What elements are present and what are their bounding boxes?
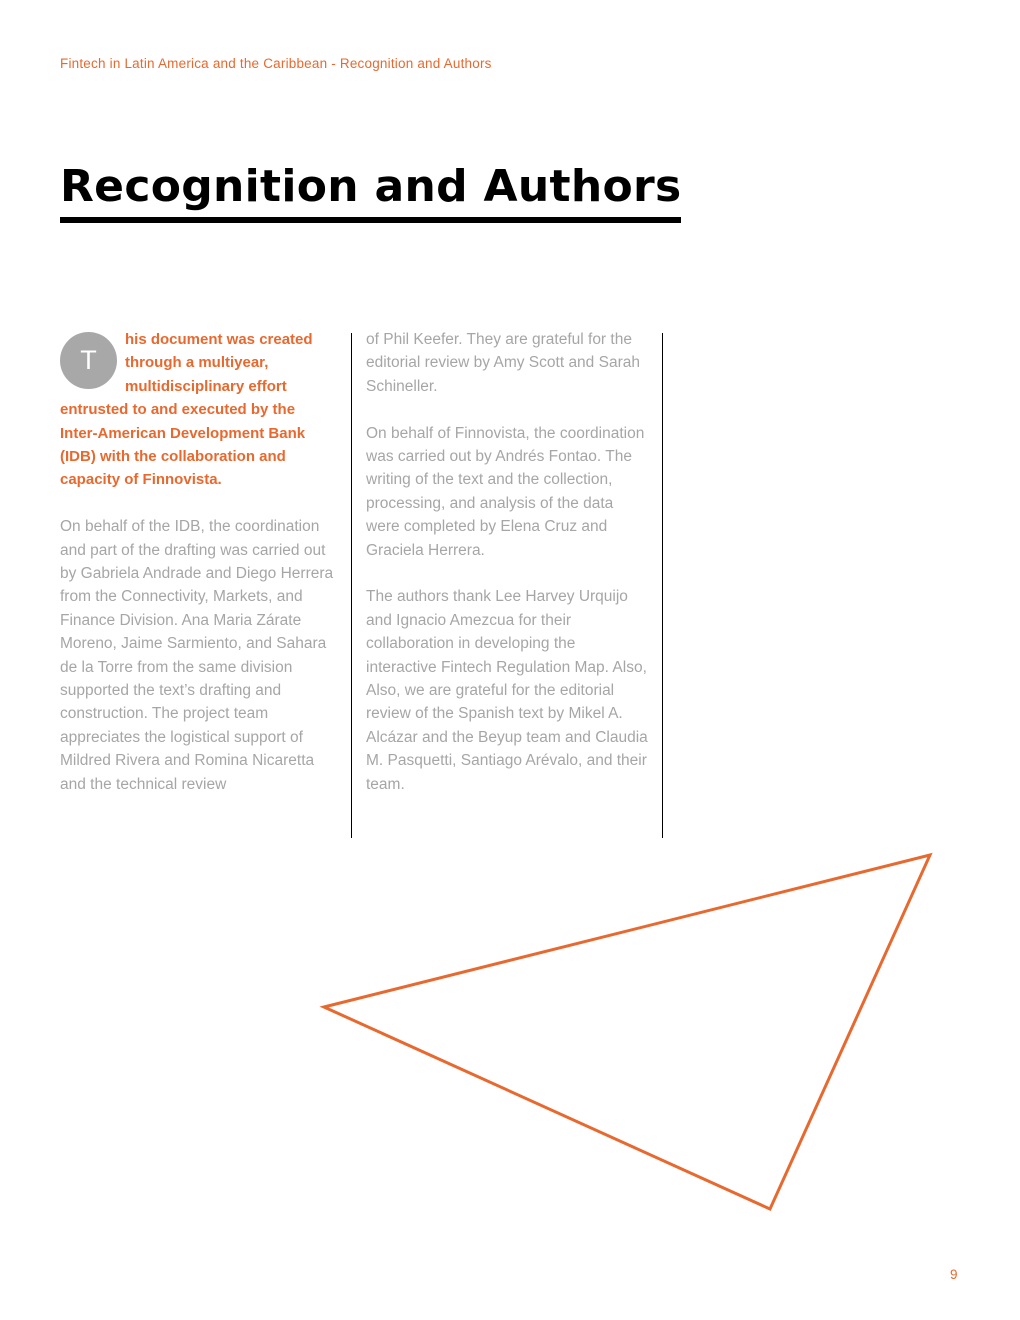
dropcap-circle: T: [60, 332, 117, 389]
page-title: Recognition and Authors: [60, 161, 682, 212]
body-paragraph: On behalf of Finnovista, the coordination was carried out by Andrés Fontao. The writing of the text and the collection, processing, and analysis of the data were completed by Elena Cruz and Graciela Herrera.: [366, 424, 645, 559]
lead-paragraph: his document was created through a multiyear, multidisciplinary effort entrusted to and executed by the Inter-American Development Bank (IDB) with the collaboration and capacity of Finnovista.: [60, 331, 313, 489]
body-paragraph: The authors thank Lee Harvey Urquijo and Ignacio Amezcua for their collaboration in developing the interactive Fintech Regulation Map. Also, Also, we are grateful for the editorial review of the Spanish text by Mikel A. Alcázar and the Beyup team and Claudia M. Pasquetti, Santiago Arévalo, and their team.: [366, 588, 648, 793]
text-column-left: [60, 328, 336, 796]
title-underline: [60, 217, 681, 223]
running-header: Fintech in Latin America and the Caribbean - Recognition and Authors: [60, 56, 492, 71]
column-divider: [351, 333, 352, 838]
page-number: 9: [950, 1267, 958, 1282]
body-paragraph: On behalf of the IDB, the coordination and part of the drafting was carried out by Gabriela Andrade and Diego Herrera from the Connectivity, Markets, and Finance Division. Ana Maria Zárate Moreno, Jaime Sarmiento, and Sahara de la Torre from the same division supported the text’s drafting and construction. The project team appreciates the logistical support of Mildred Rivera and Romina Nicaretta and the technical review: [60, 518, 334, 793]
text-column-right: [366, 328, 648, 796]
body-paragraph: of Phil Keefer. They are grateful for the editorial review by Amy Scott and Sarah Schineller.: [366, 331, 640, 395]
column-divider: [662, 333, 663, 838]
